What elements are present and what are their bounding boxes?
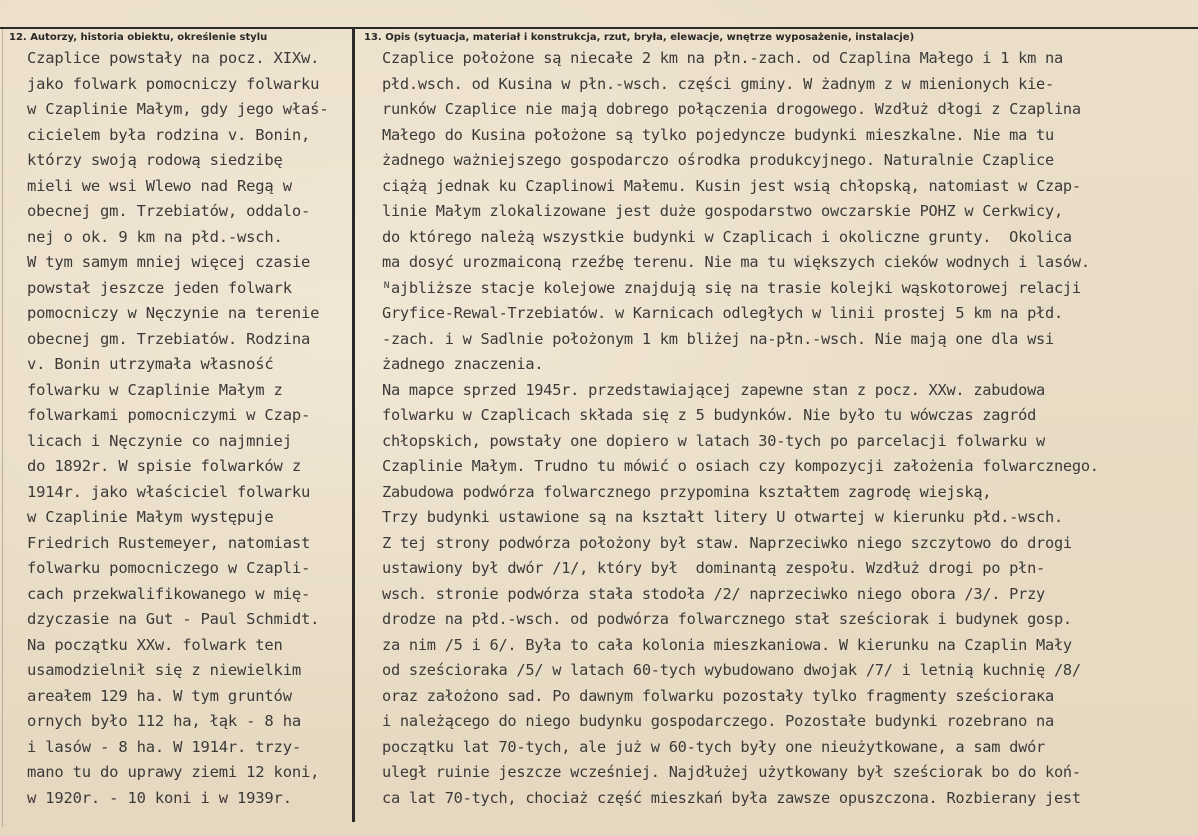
text-line: ma dosyć urozmaiconą rzeźbę terenu. Nie ma tu większych cieków wodnych i lasów. — [382, 253, 1090, 271]
text-line: -zach. i w Sadlnie położonym 1 km bliżej na-płn.-wsch. Nie mają one dla wsi — [382, 329, 1054, 348]
text-line: mano tu do uprawy ziemi 12 koni, — [27, 763, 320, 781]
text-line: folwarku w Czaplinie Małym z — [27, 380, 283, 399]
text-line: linie Małym zlokalizowane jest duże gospodarstwo owczarskie POHZ w Cerkwicy, — [382, 202, 1063, 220]
text-line: do którego należą wszystkie budynki w Czaplicach i okoliczne grunty. Okolica — [382, 227, 1072, 246]
text-line: mieli we wsi Wlewo nad Regą w — [27, 176, 292, 195]
text-line: i należącego do niego budynku gospodarczego. Pozostałe budynki rozebrano na — [382, 712, 1054, 730]
description-text-column — [382, 46, 1192, 811]
text-line: pomocniczy w Nęczynie na terenie — [27, 304, 320, 322]
text-line: płd.wsch. od Kusina w płn.-wsch. części gminy. W żadnym z w mienionych kie- — [382, 74, 1054, 93]
text-line: ciążą jednak ku Czaplinowi Małemu. Kusin jest wsią chłopską, natomiast w Czap- — [382, 176, 1081, 195]
text-line: w Czaplinie Małym występuje — [27, 508, 274, 526]
text-line: ca lat 70-tych, chociaż część mieszkań była zawsze opuszczona. Rozbierany jest — [382, 788, 1081, 807]
top-rule — [0, 27, 1198, 29]
section-12-heading: 12. Autorzy, historia obiektu, określenie stylu — [9, 32, 268, 43]
text-line: Gryfice-Rewal-Trzebiatów. w Karnicach odległych w linii prostej 5 km na płd. — [382, 304, 1063, 322]
text-line: Friedrich Rustemeyer, natomiast — [27, 533, 311, 552]
text-line: chłopskich, powstały one dopiero w latach 30-tych po parcelacji folwarku w — [382, 431, 1046, 450]
margin-line — [2, 27, 3, 827]
text-line: obecnej gm. Trzebiatów, oddalo- — [27, 202, 311, 220]
text-line: cicielem była rodzina v. Bonin, — [27, 125, 311, 144]
text-line: usamodzielnił się z niewielkim — [27, 661, 301, 679]
text-line: Małego do Kusina położone są tylko pojedyncze budynki mieszkalne. Nie ma tu — [382, 125, 1054, 144]
text-line: ᴺajbliższe stacje kolejowe znajdują się na trasie kolejki wąskotorowej relacji — [382, 278, 1081, 297]
text-line: nej o ok. 9 km na płd.-wsch. — [27, 227, 283, 246]
text-line: Zabudowa podwórza folwarcznego przypomina kształtem zagrodę wiejską, — [382, 482, 992, 501]
text-line: żadnego znaczenia. — [382, 355, 544, 373]
text-line: ustawiony był dwór /1/, który był dominantą zespołu. Wzdłuż drogi po płn- — [382, 559, 1046, 577]
text-line: Na mapce sprzed 1945r. przedstawiającej zapewne stan z pocz. XXw. zabudowa — [382, 380, 1046, 399]
text-line: folwarkami pomocniczymi w Czap- — [27, 406, 311, 424]
text-line: od sześcioraka /5/ w latach 60-tych wybudowano dwojak /7/ i letnią kuchnię /8/ — [382, 661, 1081, 679]
text-line: Na początku XXw. folwark ten — [27, 635, 283, 654]
text-line: w Czaplinie Małym, gdy jego właś- — [27, 100, 329, 118]
text-line: dzyczasie na Gut - Paul Schmidt. — [27, 610, 320, 628]
text-line: cach przekwalifikowanego w mię- — [27, 584, 311, 603]
text-line: wsch. stronie podwórza stała stodoła /2/ naprzeciwko niego obora /3/. Przy — [382, 584, 1046, 603]
text-line: 1914r. jako właściciel folwarku — [27, 482, 311, 501]
history-text-column — [27, 46, 349, 811]
text-line: początku lat 70-tych, ale już w 60-tych były one nieużytkowane, a sam dwór — [382, 737, 1046, 756]
text-line: uległ ruinie jeszcze wcześniej. Najdłużej użytkowany był sześciorak bo do koń- — [382, 763, 1081, 781]
text-line: obecnej gm. Trzebiatów. Rodzina — [27, 329, 311, 348]
text-line: v. Bonin utrzymała własność — [27, 355, 274, 373]
text-line: Czaplice powstały na pocz. XIXw. — [27, 49, 320, 67]
text-line: powstał jeszcze jeden folwark — [27, 278, 292, 297]
text-line: do 1892r. W spisie folwarków z — [27, 457, 301, 475]
text-line: ornych było 112 ha, łąk - 8 ha — [27, 712, 301, 730]
text-line: folwarku pomocniczego w Czapli- — [27, 559, 311, 577]
text-line: Czaplinie Małym. Trudno tu mówić o osiach czy kompozycji założenia folwarcznego. — [382, 457, 1099, 475]
text-line: Trzy budynki ustawione są na kształt litery U otwartej w kierunku płd.-wsch. — [382, 508, 1063, 526]
text-line: oraz założono sad. Po dawnym folwarku pozostały tylko fragmenty sześciorака — [382, 686, 1054, 705]
text-line: w 1920r. - 10 koni i w 1939r. — [27, 788, 292, 807]
text-line: areałem 129 ha. W tym gruntów — [27, 686, 292, 705]
text-line: runków Czaplice nie mają dobrego połączenia drogowego. Wzdłuż dłogi z Czaplina — [382, 100, 1081, 118]
text-line: folwarku w Czaplicach składa się z 5 budynków. Nie było tu wówczas zagród — [382, 406, 1037, 424]
text-line: i lasów - 8 ha. W 1914r. trzy- — [27, 737, 301, 756]
text-line: drodze na płd.-wsch. od podwórza folwarcznego stał sześciorak i budynek gosp. — [382, 610, 1072, 628]
text-line: Czaplice położone są niecałe 2 km na płn.-zach. od Czaplina Małego i 1 km na — [382, 49, 1063, 67]
section-13-heading: 13. Opis (sytuacja, materiał i konstrukcja, rzut, bryła, elewacje, wnętrze wyposażenie, instalacje) — [364, 32, 915, 43]
text-line: jako folwark pomocniczy folwarku — [27, 74, 320, 93]
text-line: za nim /5 i 6/. Była to cała kolonia mieszkaniowa. W kierunku na Czaplin Mały — [382, 635, 1072, 654]
text-line: W tym samym mniej więcej czasie — [27, 253, 311, 271]
column-divider — [352, 27, 355, 822]
text-line: licach i Nęczynie co najmniej — [27, 431, 292, 450]
text-line: którzy swoją rodową siedzibę — [27, 151, 283, 169]
text-line: Z tej strony podwórza położony był staw. Naprzeciwko niego szczytowo do drogi — [382, 533, 1072, 552]
text-line: żadnego ważniejszego gospodarczo ośrodka produkcyjnego. Naturalnie Czaplice — [382, 151, 1054, 169]
